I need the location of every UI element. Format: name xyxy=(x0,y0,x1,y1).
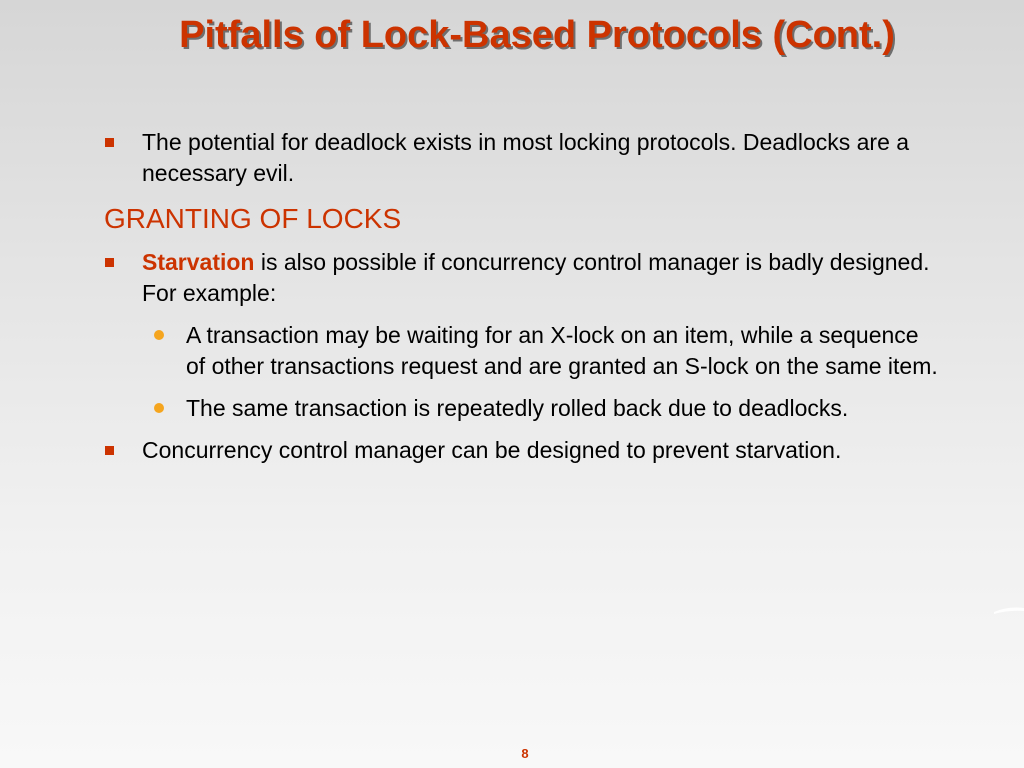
sub-bullet-item xyxy=(142,320,944,382)
section-heading: GRANTING OF LOCKS xyxy=(104,203,402,234)
dot-bullet-icon xyxy=(154,403,164,413)
slide-title: Pitfalls of Lock-Based Protocols (Cont.) xyxy=(179,14,895,56)
square-bullet-icon xyxy=(105,446,114,455)
sub-bullet-text: A transaction may be waiting for an X-lock on an item, while a sequence of other transactions request and are granted an S-lock on the same item. xyxy=(186,322,938,379)
starvation-highlight: Starvation xyxy=(142,249,255,275)
sub-bullet-item xyxy=(142,393,944,424)
square-bullet-icon xyxy=(105,138,114,147)
slide-content xyxy=(104,127,944,479)
page-number: 8 xyxy=(521,746,529,761)
square-bullet-icon xyxy=(105,258,114,267)
bullet-item-prevention xyxy=(104,435,944,466)
bullet-text: is also possible if concurrency control manager is badly designed. For example: xyxy=(142,249,930,306)
bullet-item-starvation xyxy=(104,247,944,424)
corner-swoosh-decoration xyxy=(994,604,1024,620)
bullet-text: Concurrency control manager can be designed to prevent starvation. xyxy=(142,437,842,463)
bullet-item-deadlock xyxy=(104,127,944,189)
sub-bullet-text: The same transaction is repeatedly rolled back due to deadlocks. xyxy=(186,395,849,421)
dot-bullet-icon xyxy=(154,330,164,340)
bullet-text: The potential for deadlock exists in most locking protocols. Deadlocks are a necessary evil. xyxy=(142,129,910,186)
